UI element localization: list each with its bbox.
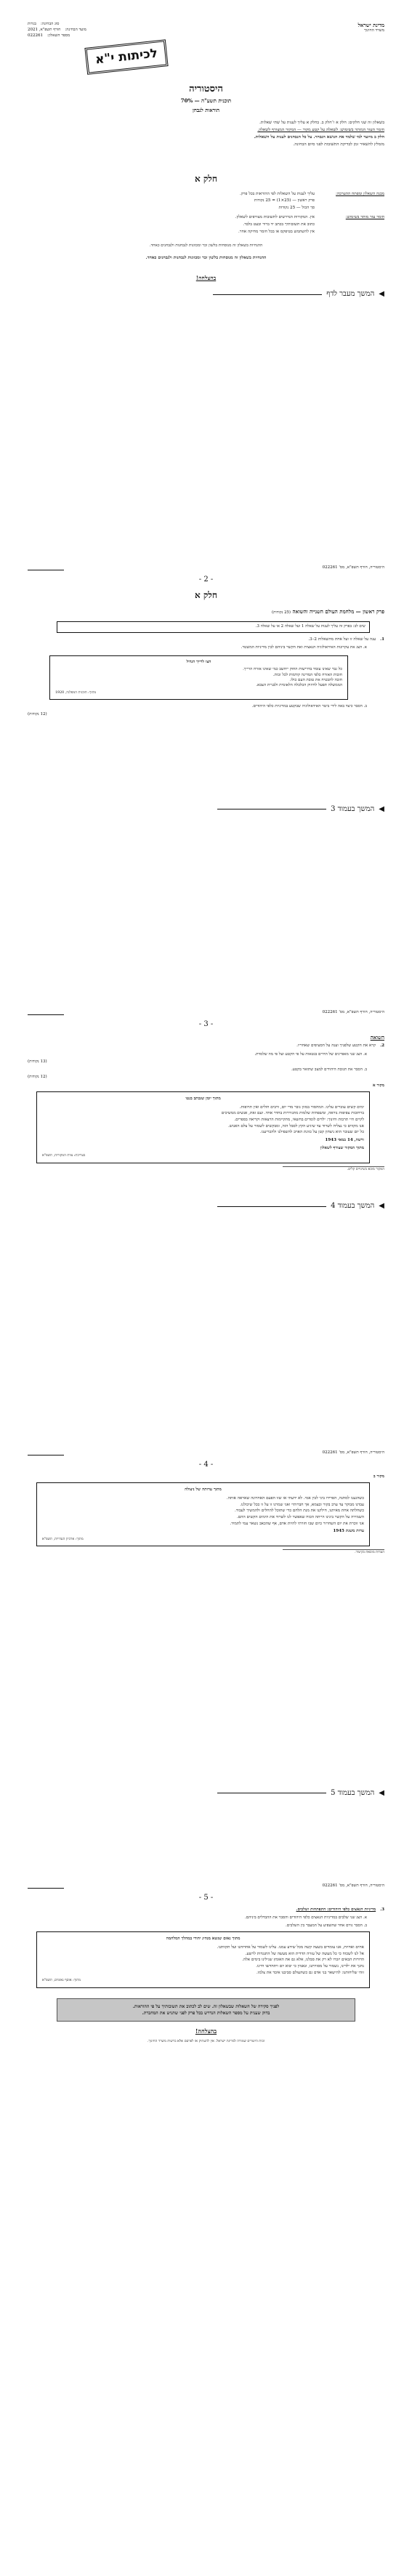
footnote: המקור מובא בשינויים קלים. <box>283 1166 384 1172</box>
exam-title: היסטוריה <box>189 83 223 94</box>
question-1 <box>28 637 384 643</box>
running-header-text: היסטוריה, חורף תשפ"א, מס' 022261 <box>322 565 384 570</box>
exam-subtitle: תוכנית תשע"ה — 70% <box>180 97 232 105</box>
chapter-title <box>28 608 384 615</box>
source-citation: בעריכת: צוות המקורות, תשפ"א <box>42 1154 86 1158</box>
question-number: 3. <box>380 1907 384 1912</box>
question-2a: א. הצג שני מאפיינים של החיים בגטאות על פי הקטע ועל פי מה שלמדת. <box>254 1051 367 1057</box>
intro-line: חלק ב מיועד למי שלמד את הנושא הנבחר. על כל הנבחנים לענות על השאלות. <box>254 134 384 140</box>
page-2 <box>0 558 412 1003</box>
running-header-text: היסטוריה, חורף תשפ"א, מס' 022261 <box>322 1883 384 1888</box>
question-3a: א. הצג שני שלבים במדיניות הנאצים כלפי היהודים והסבר את ההבדלים ביניהם. <box>245 1915 367 1921</box>
question-2 <box>28 1043 384 1049</box>
source-label: מקור א <box>372 1083 384 1088</box>
source-line: הממשלה תפעל לחיזוק הכלכלה הלאומית ולבניית הצבא. <box>256 683 342 688</box>
source-date: עדות משנת 1945 <box>333 1529 364 1534</box>
header-rule <box>28 565 64 570</box>
running-header-text: היסטוריה, חורף תשפ"א, מס' 022261 <box>322 1450 384 1455</box>
page-1 <box>0 0 412 558</box>
notice-line: לפניך סקירה של השאלות שבשאלון זה. שים לב לכתוב את תשובותיך על פי ההוראות. <box>132 2003 280 2009</box>
page-number: - 2 - <box>198 576 214 584</box>
source-signature: ורשה, 14 במאי 1943 <box>325 1138 364 1143</box>
structure-row: עליך לענות על השאלות לפי ההוראות בכל פרק. <box>240 191 315 196</box>
good-luck: בהצלחה! <box>195 275 217 282</box>
header-rule <box>28 1010 64 1015</box>
source-line: עבדנו מבוקר עד ערב בקור ובצמא, אך חברותיי ואני שמרנו זו על זו ככל שיכולנו. <box>240 1502 364 1507</box>
state-name: מדינת ישראל <box>358 22 384 28</box>
grade-stamp: לכיתות י"א <box>84 39 168 74</box>
page-3 <box>0 1003 412 1443</box>
good-luck: בהצלחה! <box>195 2027 217 2035</box>
materials-text: אין. המקורות הנדרשים לתשובות מצורפים לשאלון. <box>235 215 315 220</box>
question-text: קרא את הקטע שלפניך וענה על הסעיפים שאחריו. <box>296 1043 376 1049</box>
page-number: - 4 - <box>198 1461 214 1469</box>
source-line: אל לנו לשכוח כי כל מעשה של עזרה הדדית הוא מעשה של התנגדות לרשע. <box>245 1951 364 1956</box>
question-number: 2. <box>380 1043 384 1049</box>
page-number: - 5 - <box>198 1894 214 1902</box>
source-box <box>49 655 348 700</box>
source-line: כל גבר שאינו עומד בדרישות החוק ייחשב כמי שאינו אזרח הרייך. <box>243 667 342 672</box>
note-line: אין להשתמש בטיפקס או בכל חומר מחיקה אחר. <box>238 229 315 234</box>
source-title: מתוך נאום שנשא מנהיג יהודי במהלך המלחמה <box>166 1937 241 1942</box>
instructions-title: הוראות לנבחן <box>192 106 220 113</box>
source-line: זוהי שליחותנו: להישאר בני אדם גם כשהעולם סביבנו איבד את צלמו. <box>257 1970 364 1975</box>
question-1a: א. הצג את עקרונות האידאולוגיה הנאצית ואת הקשר ביניהם לבין מדיניות המשטר. <box>241 645 367 650</box>
final-notice <box>57 1998 355 2022</box>
continue-indicator <box>28 804 384 815</box>
chapter-points: (25 נקודות) <box>271 610 291 615</box>
footnote: העדות מובאת בקיצור. <box>283 1549 384 1555</box>
exam-type-label: סוג הבחינה: <box>40 22 60 26</box>
section-title: השואה <box>370 1033 384 1041</box>
structure-row: פרק ראשון — (25×1) = 25 נקודות <box>254 198 315 203</box>
source-box <box>36 1482 370 1546</box>
question-points: (13 נקודות) <box>28 1059 47 1065</box>
continue-text: המשך בעמוד 3 <box>331 805 375 814</box>
exam-meta <box>28 22 151 39</box>
arrow-left-icon: ◀ <box>379 290 384 299</box>
gender-note: ההנחיות בשאלון זה מנוסחות בלשון זכר ומכוונות לנבחנות ולנבחנים כאחד. <box>149 243 263 249</box>
arrow-left-icon: ◀ <box>379 805 384 814</box>
season-value: חורף תשפ"א, 2021 <box>28 27 61 32</box>
chapter-name: פרק ראשון — מלחמת העולם השנייה והשואה <box>292 608 384 615</box>
running-header <box>28 1448 384 1455</box>
source-line: השמירה על הקשר בינינו הייתה הכוח שאפשר לנו לשרוד את הימים הקשים ההם. <box>237 1515 364 1520</box>
continue-text: המשך מעבר לדף <box>326 290 375 299</box>
source-citation: מתוך: ארכיון העדויות, תשפ"א <box>42 1538 84 1542</box>
page-5 <box>0 1876 412 2576</box>
source-line: הדורות הבאים יזכרו לא רק את סבלנו, אלא גם את האומץ שגילינו בימים אלה. <box>242 1958 364 1963</box>
source-citation: מתוך: תוכנית המפלגה, 1920 <box>55 690 97 695</box>
running-header <box>28 1007 384 1015</box>
copyright-notice: זכות היוצרים שמורה למדינת ישראל. אין להעתיק או לפרסם אלא ברשות משרד החינוך. <box>147 2040 265 2044</box>
source-title: מתוך עדותה של ניצולה <box>185 1487 222 1493</box>
exam-type-value: בגרות <box>28 22 36 26</box>
part-title: חלק א <box>194 589 218 600</box>
arrow-left-icon: ◀ <box>379 1202 384 1211</box>
source-box-title: הצו לרייך הגדול <box>186 659 211 664</box>
source-line: כשחלתה אחת מאיתנו, חילקנו את מנת הלחם כדי שתוכל להחלים ולהמשיך לעבוד. <box>235 1509 364 1514</box>
continue-indicator <box>28 1788 384 1798</box>
structure-label: מבנה השאלון ומפתח ההערכה: <box>336 191 384 196</box>
source-line: אנו מקווים כי נצליח לשרוד עד שיגיע הקץ לסבל הזה, ומבקשים לשמור על צלם האנוש. <box>227 1123 364 1128</box>
intro-line: בשאלון זה שני חלקים: חלק א ו־חלק ב. בחלק א עליך לענות על שתי שאלות. <box>259 121 384 126</box>
source-citation: מתוך: אוסף נאומים, תשפ"א <box>42 1979 81 1983</box>
arrow-left-icon: ◀ <box>379 1788 384 1797</box>
running-header-text: היסטוריה, חורף תשפ"א, מס' 022261 <box>322 1010 384 1014</box>
source-line: ימים קשים עוברים עלינו. המחסור במזון גובר מדי יום, ורבים חולים ואין תרופות. <box>239 1105 364 1110</box>
question-text: מדיניות הנאצים כלפי היהודים: התפתחות ושלבים. <box>296 1907 376 1912</box>
source-line: כל יום שעובר הוא ניצחון קטן על כוונת האויב להשפילנו ולהכריענו. <box>260 1130 364 1135</box>
structure-row: סך הכול — 25 נקודות <box>278 205 315 210</box>
qnum-label: מספר השאלון: <box>47 33 70 38</box>
continue-text: המשך בעמוד 5 <box>331 1788 375 1797</box>
source-box <box>36 1931 370 1987</box>
question-2b: ב. הסבר את תגובת היהודים למצב שתואר בקטע. <box>291 1067 367 1072</box>
source-line: אחים ואחיות, אנו עומדים בשעה קשה מכל שידע עמנו. עלינו לשמור על אחדותנו ועל תקוותנו. <box>217 1945 364 1950</box>
note-line: כתוב את תשובותיך בכתב יד ברור ובעט בלבד. <box>243 222 315 227</box>
notice-line: בדוק שענית על מספר השאלות הנדרש בכל פרק לפני שתגיש את המחברת. <box>142 2010 270 2016</box>
source-label: מקור ב <box>373 1474 384 1479</box>
materials-label: חומר עזר מותר בשימוש: <box>345 215 384 220</box>
source-line: נחנך את ילדינו, נשמור על מסורתנו, ונאמין כי יבוא יום ויתחדשו חיינו. <box>256 1963 364 1969</box>
header-rule <box>28 1450 64 1455</box>
exam-header <box>28 22 384 39</box>
source-line: חובה להבטיח את טובת העם כולו. <box>289 677 342 682</box>
page-4 <box>0 1443 412 1876</box>
question-3b: ב. הסבר גורם אחד שהשפיע על המעבר בין השלבים. <box>286 1923 367 1928</box>
source-line: לקיים חיי תרבות וחינוך: ילדים לומדים בחשאי, מתקיימות הרצאות וקריאה בספרים. <box>234 1118 364 1123</box>
intro-line: מומלץ להשאיר זמן לבדיקת התשובות לפני סיום הבחינה. <box>293 142 384 147</box>
source-line: חובות האזרח כלפי המדינה קודמות לכל זכות. <box>272 672 342 677</box>
structure-section <box>28 192 384 235</box>
running-header <box>28 1881 384 1889</box>
continue-rule <box>213 294 322 295</box>
part-title: חלק א <box>194 173 218 184</box>
source-title: מתוך יומן שנכתב בגטו <box>185 1097 221 1102</box>
source-box <box>36 1091 370 1163</box>
continue-text: המשך בעמוד 4 <box>331 1202 375 1211</box>
question-1b: ב. הסבר כיצד באה לידי ביטוי האידאולוגיה שבקטע במדיניות כלפי היהודים. <box>251 704 367 709</box>
question-3 <box>28 1907 384 1913</box>
chapter-instructions: שים לב: בפרק זה עליך לענות על שאלה 1 ועל שאלה 2 או על שאלה 3. <box>57 621 370 632</box>
continue-indicator <box>28 289 384 299</box>
bold-note: ההנחיות בשאלון זה מנוסחות בלשון זכר ומכוונות לנבחנות ולנבחנים כאחד. <box>145 256 267 261</box>
question-points: (12 נקודות) <box>28 1075 47 1080</box>
ministry-name: משרד החינוך <box>363 28 384 33</box>
continue-rule <box>217 1206 326 1207</box>
season-label: מועד הבחינה: <box>65 27 86 32</box>
question-number: 1. <box>380 637 384 642</box>
source-line: ברחובות צפיפות נוראה, ומשפחות שלמות מתגוררות בחדר אחד. ועם זאת, אנשים ממשיכים <box>221 1111 364 1116</box>
header-rule <box>28 1883 64 1889</box>
question-points: (12 נקודות) <box>28 711 47 716</box>
question-text: ענה על שאלה זו ועל אחת מהשאלות 2–3. <box>308 637 376 642</box>
qnum-value: 022261 <box>28 33 43 38</box>
running-header <box>28 562 384 570</box>
continue-indicator <box>28 1201 384 1211</box>
source-line: כשהגענו למחנה, הפרידו ביני לבין אמי. לא ידעתי אז שזו הפעם האחרונה שאראה אותה. <box>226 1496 364 1501</box>
source-line: אני זוכרת את יום השחרור כיום שבו חזרתי להיות אדם, אף שהכאב נשאר עמי לתמיד. <box>230 1521 364 1526</box>
source-signature: מתוך המקור שצורף לשאלון <box>320 1145 364 1150</box>
issuer-block <box>358 22 384 33</box>
page-number: - 3 - <box>198 1020 214 1029</box>
intro-line: חומר העזר המותר בשימוש: לשאלה על קטע מקור — המקור המצורף לשאלון. <box>257 128 384 133</box>
intro-text <box>28 121 384 148</box>
